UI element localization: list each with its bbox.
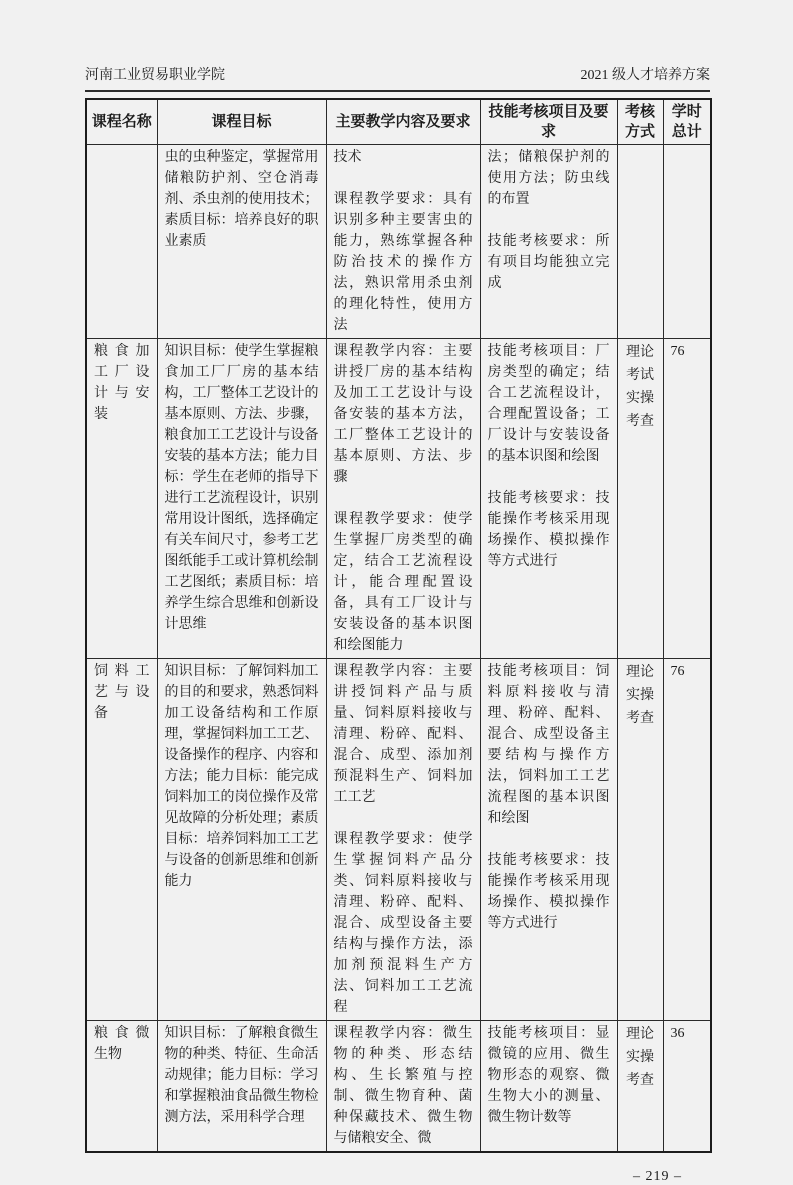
objectives-text: 知识目标：了解粮食微生物的种类、特征、生命活动规律；能力目标：学习和掌握粮油食品微生物检测方法，采用科学合理 [164, 1026, 319, 1125]
method-line: 理论 [626, 345, 654, 360]
teaching-content-cell [326, 145, 480, 339]
method-line: 考试 [626, 368, 654, 383]
total-hours-cell: 36 [663, 1021, 711, 1153]
page-number: – 219 – [633, 1169, 682, 1184]
assessment-method-cell [617, 659, 663, 1021]
page-header [85, 64, 710, 92]
total-hours-cell [663, 145, 711, 339]
content-paragraph: 技术 [333, 150, 362, 165]
objectives-cell [157, 1021, 326, 1153]
header-course-name: 课程名称 [86, 99, 157, 145]
objectives-cell [157, 145, 326, 339]
teaching-content-cell [326, 1021, 480, 1153]
skill-assessment-cell [480, 145, 617, 339]
course-name-cell: 饲料工艺与设备 [86, 659, 157, 1021]
skill-assessment-cell [480, 339, 617, 659]
header-institution: 河南工业贸易职业学院 [85, 68, 225, 83]
objectives-cell [157, 339, 326, 659]
content-paragraph: 课程教学要求：使学生掌握厂房类型的确定，结合工艺流程设计，能合理配置设备，具有工厂设计与安装设备的基本识图和绘图能力 [333, 512, 473, 653]
content-paragraph: 课程教学内容：主要讲授厂房的基本结构及加工工艺设计与设备安装的基本方法，工厂整体工艺设计的基本原则、方法、步骤 [333, 344, 473, 485]
assessment-method-cell [617, 339, 663, 659]
assessment-paragraph: 技能考核要求：技能操作考核采用现场操作、模拟操作等方式进行 [487, 491, 610, 569]
assessment-paragraph: 技能考核项目：饲料原料接收与清理、粉碎、配料、混合、成型设备主要结构与操作方法，饲料加工工艺流程图的基本识图和绘图 [487, 664, 610, 826]
assessment-paragraph: 技能考核项目：厂房类型的确定；结合工艺流程设计，合理配置设备；工厂设计与安装设备的基本识图和绘图 [487, 344, 610, 464]
assessment-paragraph: 技能考核要求：所有项目均能独立完成 [487, 234, 610, 291]
content-paragraph: 课程教学要求：具有识别多种主要害虫的能力，熟练掌握各种防治技术的操作方法，熟识常用杀虫剂的理化特性，使用方法 [333, 192, 473, 333]
table-row [86, 659, 711, 1021]
content-paragraph: 课程教学要求：使学生掌握饲料产品分类、饲料原料接收与清理、粉碎、配料、混合、成型设备主要结构与操作方法，添加剂预混料生产方法、饲料加工工艺流程 [333, 832, 473, 1015]
content-paragraph: 课程教学内容：微生物的种类、形态结构、生长繁殖与控制、微生物育种、菌种保藏技术、微生物与储粮安全、微 [333, 1026, 473, 1146]
course-name-cell: 粮食微生物 [86, 1021, 157, 1153]
table-header-row [86, 99, 711, 145]
total-hours-cell: 76 [663, 659, 711, 1021]
header-teaching-content: 主要教学内容及要求 [326, 99, 480, 145]
objectives-cell [157, 659, 326, 1021]
assessment-paragraph: 法；储粮保护剂的使用方法；防虫线的布置 [487, 150, 610, 207]
table-row [86, 1021, 711, 1153]
table-row [86, 145, 711, 339]
assessment-paragraph: 技能考核要求：技能操作考核采用现场操作、模拟操作等方式进行 [487, 853, 610, 931]
method-line: 考查 [626, 711, 654, 726]
header-plan-title: 2021 级人才培养方案 [580, 68, 710, 83]
skill-assessment-cell [480, 1021, 617, 1153]
method-line: 考查 [626, 414, 654, 429]
method-line: 考查 [626, 1073, 654, 1088]
header-objectives: 课程目标 [157, 99, 326, 145]
course-name-cell: 粮食加工厂设计与安装 [86, 339, 157, 659]
method-line: 理论 [626, 1027, 654, 1042]
header-skill-assessment: 技能考核项目及要求 [480, 99, 617, 145]
method-line: 实操 [626, 391, 654, 406]
objectives-text: 知识目标：使学生掌握粮食加工厂厂房的基本结构，工厂整体工艺设计的基本原则、方法、步骤，粮食加工工艺设计与设备安装的基本方法；能力目标：学生在老师的指导下进行工艺流程设计，识别常用设计图纸，选择确定有关车间尺寸，参考工艺图纸能手工或计算机绘制工艺图纸；素质目标：培养学生综合思维和创新设计思维 [164, 344, 319, 632]
teaching-content-cell [326, 339, 480, 659]
method-line: 实操 [626, 688, 654, 703]
objectives-text: 知识目标：了解饲料加工的目的和要求，熟悉饲料加工设备结构和工作原理，掌握饲料加工工艺、设备操作的程序、内容和方法；能力目标：能完成饲料加工的岗位操作及常见故障的分析处理；素质目标：培养饲料加工工艺与设备的创新思维和创新能力 [164, 664, 319, 889]
assessment-method-cell [617, 145, 663, 339]
header-total-hours: 学时总计 [663, 99, 711, 145]
method-line: 理论 [626, 665, 654, 680]
table-row [86, 339, 711, 659]
assessment-paragraph: 技能考核项目：显微镜的应用、微生物形态的观察、微生物大小的测量、微生物计数等 [487, 1026, 610, 1125]
course-name-cell [86, 145, 157, 339]
assessment-method-cell [617, 1021, 663, 1153]
skill-assessment-cell [480, 659, 617, 1021]
header-assessment-method: 考核方式 [617, 99, 663, 145]
objectives-text: 虫的虫种鉴定，掌握常用储粮防护剂、空仓消毒剂、杀虫剂的使用技术；素质目标：培养良好的职业素质 [164, 150, 319, 249]
teaching-content-cell [326, 659, 480, 1021]
curriculum-table [85, 98, 712, 1153]
total-hours-cell: 76 [663, 339, 711, 659]
content-paragraph: 课程教学内容：主要讲授饲料产品与质量、饲料原料接收与清理、粉碎、配料、混合、成型、添加剂预混料生产、饲料加工工艺 [333, 664, 473, 805]
method-line: 实操 [626, 1050, 654, 1065]
